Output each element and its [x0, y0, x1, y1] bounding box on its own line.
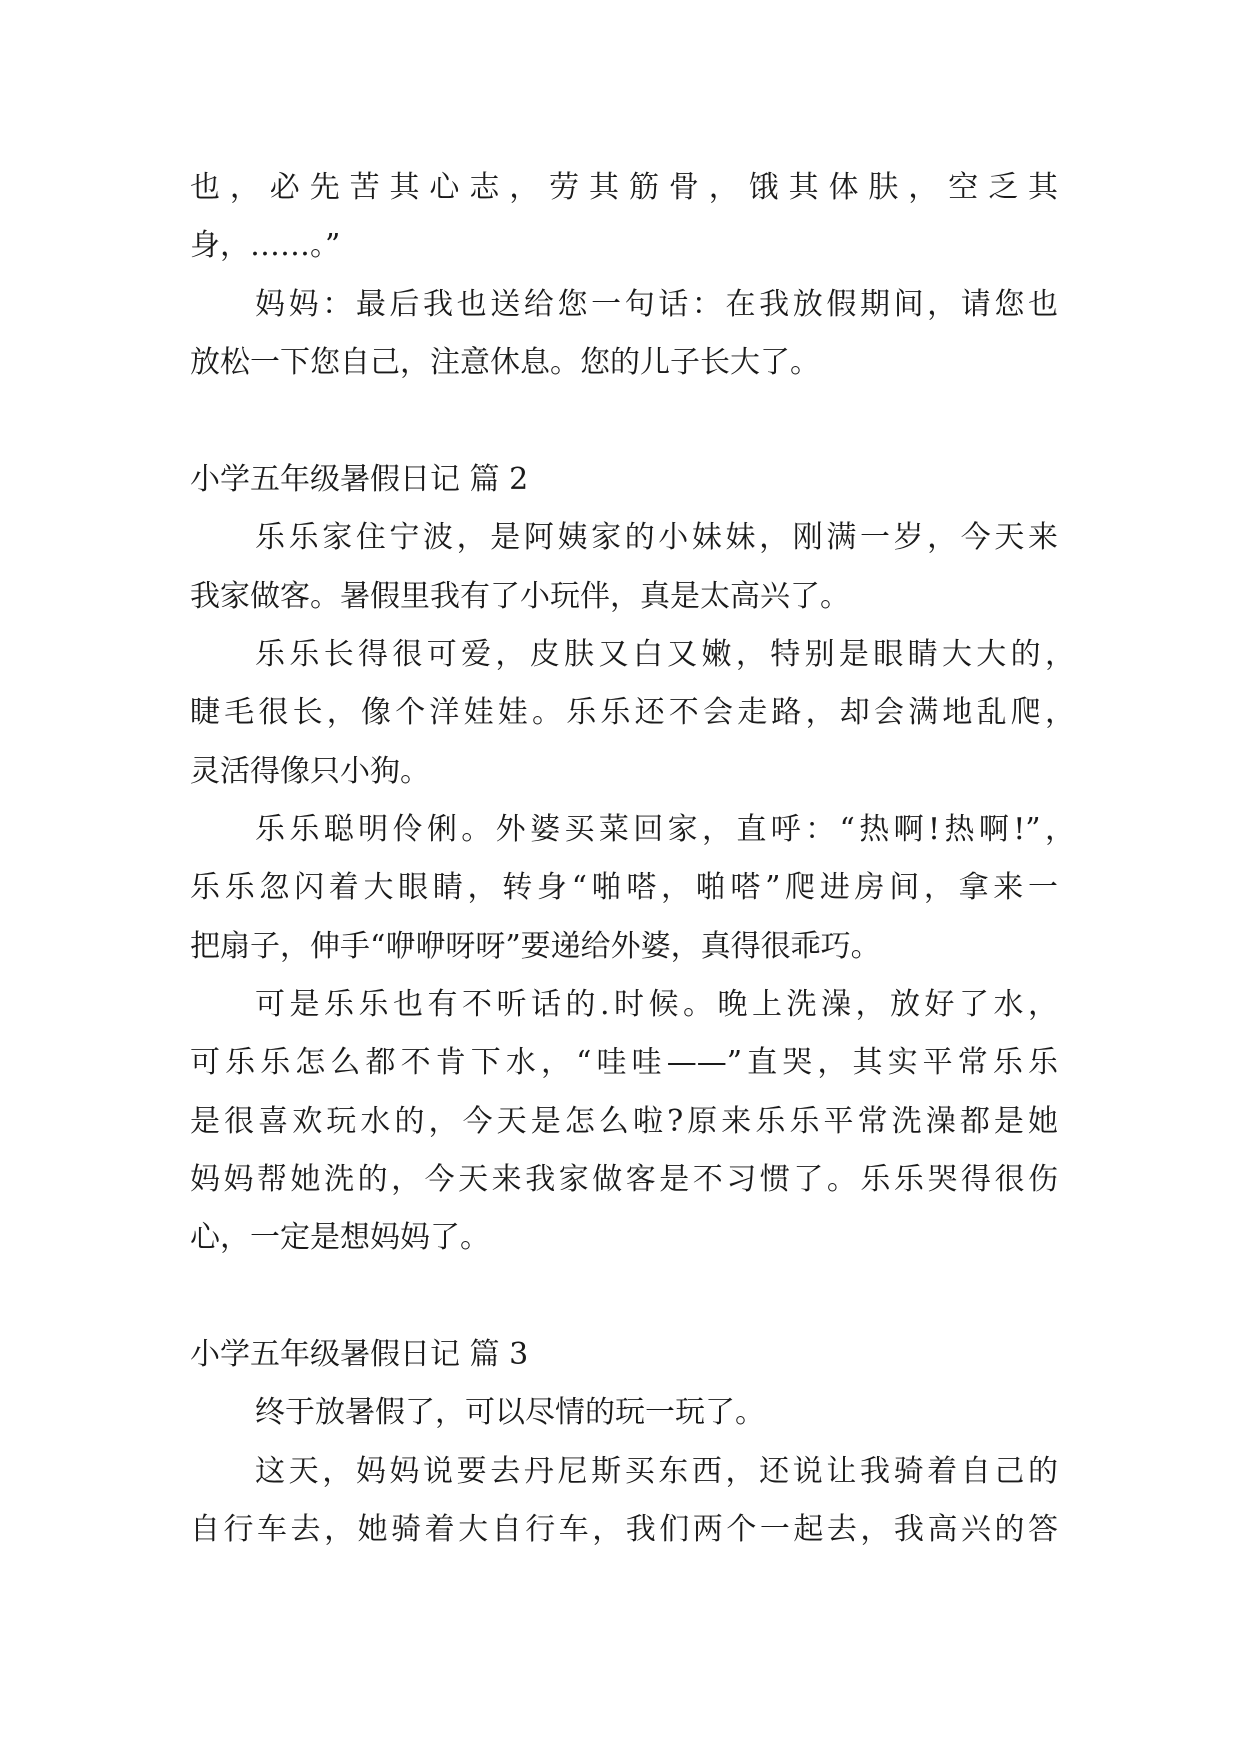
text-line: 也，必先苦其心志，劳其筋骨，饿其体肤，空乏其 — [190, 170, 1058, 205]
text-line: 心，一定是想妈妈了。 — [190, 1220, 490, 1255]
text-line: 妈妈：最后我也送给您一句话：在我放假期间，请您也 — [255, 287, 1058, 322]
text-line: 妈妈帮她洗的，今天来我家做客是不习惯了。乐乐哭得很伤 — [190, 1162, 1058, 1197]
text-line: 睫毛很长，像个洋娃娃。乐乐还不会走路，却会满地乱爬， — [190, 695, 1075, 730]
text-line: 终于放暑假了，可以尽情的玩一玩了。 — [255, 1395, 765, 1430]
text-line: 可乐乐怎么都不肯下水，“哇哇——”直哭，其实平常乐乐 — [190, 1045, 1058, 1080]
text-line: 放松一下您自己，注意休息。您的儿子长大了。 — [190, 345, 820, 380]
text-line: 这天，妈妈说要去丹尼斯买东西，还说让我骑着自己的 — [255, 1454, 1058, 1489]
section-heading: 小学五年级暑假日记 篇 3 — [190, 1337, 529, 1372]
text-line: 我家做客。暑假里我有了小玩伴，真是太高兴了。 — [190, 579, 850, 614]
text-line: 乐乐家住宁波，是阿姨家的小妹妹，刚满一岁，今天来 — [255, 520, 1058, 555]
text-line: 把扇子，伸手“咿咿呀呀”要递给外婆，真得很乖巧。 — [190, 929, 881, 964]
text-line: 身，……。” — [190, 228, 341, 263]
text-line: 灵活得像只小狗。 — [190, 754, 430, 789]
text-line: 是很喜欢玩水的，今天是怎么啦?原来乐乐平常洗澡都是她 — [190, 1104, 1058, 1139]
text-line: 可是乐乐也有不听话的.时候。晚上洗澡，放好了水， — [255, 987, 1058, 1022]
section-heading: 小学五年级暑假日记 篇 2 — [190, 462, 529, 497]
text-line: 乐乐忽闪着大眼睛，转身“啪嗒，啪嗒”爬进房间，拿来一 — [190, 870, 1058, 905]
text-line: 自行车去，她骑着大自行车，我们两个一起去，我高兴的答 — [190, 1512, 1058, 1547]
text-line: 乐乐长得很可爱，皮肤又白又嫩，特别是眼睛大大的， — [255, 637, 1075, 672]
text-line: 乐乐聪明伶俐。外婆买菜回家，直呼：“热啊!热啊!”， — [255, 812, 1075, 847]
